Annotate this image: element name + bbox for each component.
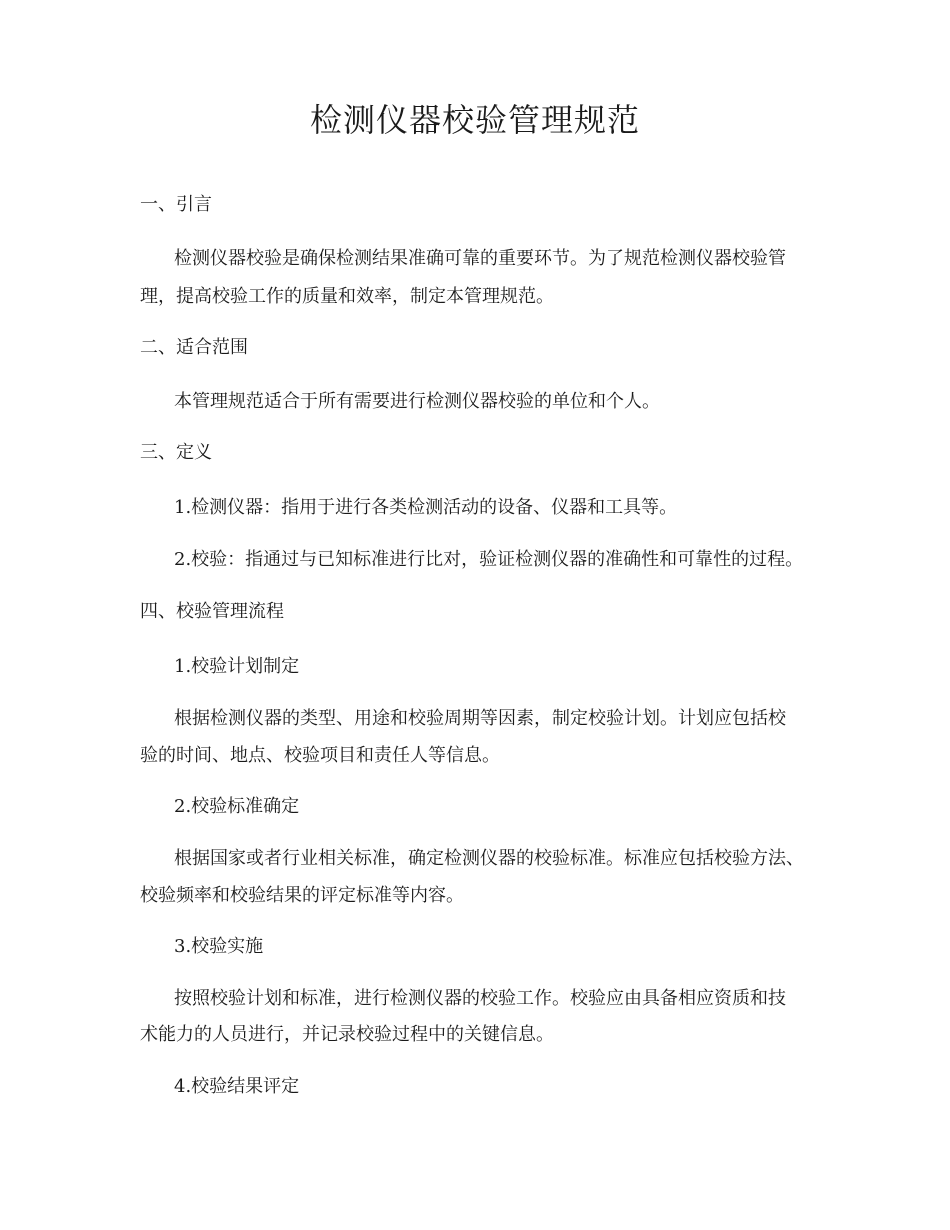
process-step-3-title: 3.校验实施 — [174, 936, 264, 957]
section-heading-definitions: 三、定义 — [140, 442, 212, 463]
definition-item-1: 1.检测仪器：指用于进行各类检测活动的设备、仪器和工具等。 — [174, 497, 678, 518]
process-step-2-line-1: 根据国家或者行业相关标准，确定检测仪器的校验标准。标准应包括校验方法、 — [174, 848, 804, 869]
scope-paragraph: 本管理规范适合于所有需要进行检测仪器校验的单位和个人。 — [174, 391, 660, 412]
intro-paragraph-line-2: 理，提高校验工作的质量和效率，制定本管理规范。 — [140, 286, 554, 307]
process-step-3-line-2: 术能力的人员进行，并记录校验过程中的关键信息。 — [140, 1024, 554, 1045]
process-step-2-title: 2.校验标准确定 — [174, 796, 300, 817]
definition-item-2: 2.校验：指通过与已知标准进行比对，验证检测仪器的准确性和可靠性的过程。 — [174, 549, 804, 570]
process-step-4-title: 4.校验结果评定 — [174, 1076, 300, 1097]
intro-paragraph-line-1: 检测仪器校验是确保检测结果准确可靠的重要环节。为了规范检测仪器校验管 — [174, 248, 786, 269]
process-step-1-line-1: 根据检测仪器的类型、用途和校验周期等因素，制定校验计划。计划应包括校 — [174, 708, 786, 729]
process-step-2-line-2: 校验频率和校验结果的评定标准等内容。 — [140, 885, 464, 906]
process-step-1-line-2: 验的时间、地点、校验项目和责任人等信息。 — [140, 745, 500, 766]
process-step-3-line-1: 按照校验计划和标准，进行检测仪器的校验工作。校验应由具备相应资质和技 — [174, 988, 786, 1009]
section-heading-scope: 二、适合范围 — [140, 337, 248, 358]
section-heading-process: 四、校验管理流程 — [140, 601, 284, 622]
process-step-1-title: 1.校验计划制定 — [174, 656, 300, 677]
document-title: 检测仪器校验管理规范 — [309, 101, 640, 139]
section-heading-intro: 一、引言 — [140, 194, 212, 215]
